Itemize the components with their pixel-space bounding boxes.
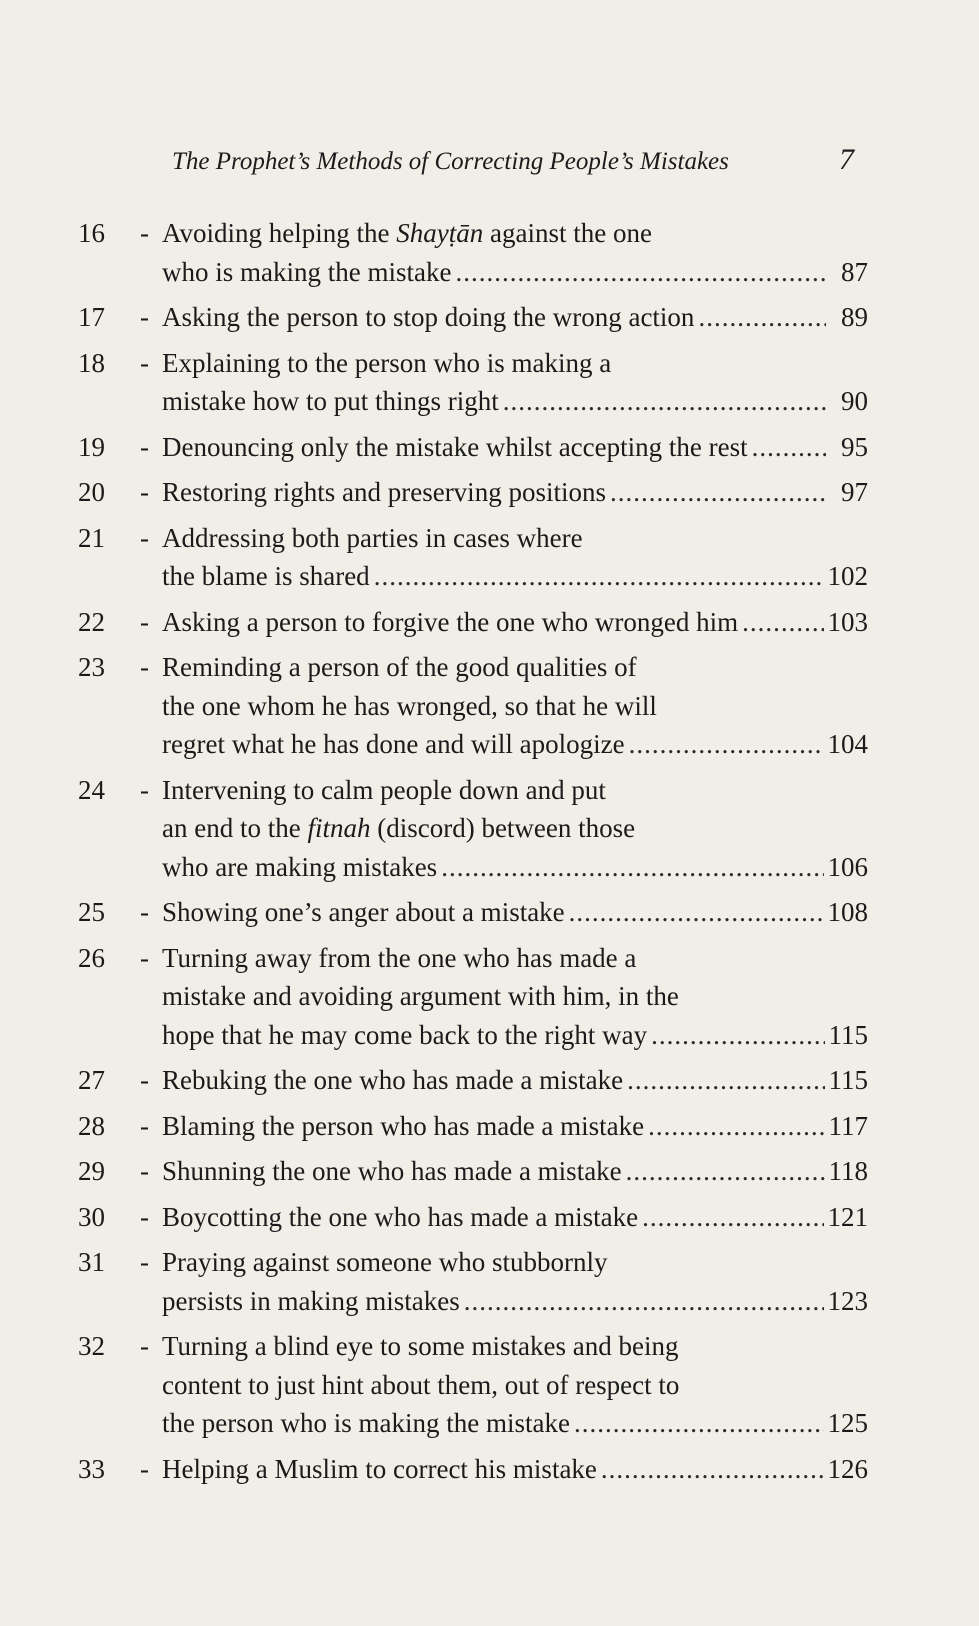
entry-separator: -: [140, 606, 149, 637]
entry-title-text: Reminding a person of the good qualities of: [162, 652, 637, 682]
entry-title-text: Explaining to the person who is making a: [162, 347, 612, 378]
entry-page-number: 104: [827, 729, 868, 759]
book-title: The Prophet’s Methods of Correcting People’s Mistakes: [172, 148, 729, 175]
entry-text-segment: an end to the: [162, 813, 308, 843]
entry-separator: -: [140, 347, 149, 378]
dot-leader: [651, 1016, 824, 1055]
entry-title-text: the person who is making the mistake: [162, 1408, 570, 1438]
entry-page-number: 118: [828, 1156, 868, 1186]
entry-title-text: who is making the mistake: [162, 256, 452, 287]
entry-title-text: Intervening to calm people down and put: [162, 774, 606, 805]
entry-page-number: 89: [841, 302, 868, 332]
entry-title-text: Turning away from the one who has made a: [162, 942, 637, 973]
entry-text-segment: (discord) between those: [370, 813, 636, 843]
entry-separator: -: [140, 942, 149, 973]
entry-title-text: Addressing both parties in cases where: [162, 522, 583, 553]
toc-entry-line: [78, 1450, 868, 1489]
dot-leader: [648, 1107, 824, 1146]
toc-entry-line: [78, 725, 868, 764]
toc-entry: [78, 939, 868, 1055]
toc-entry: [78, 893, 868, 932]
toc-entry-line: [78, 298, 868, 337]
toc-entry-line: [78, 382, 868, 421]
toc-entry-line: [78, 1061, 868, 1100]
toc-entry-line: [78, 253, 868, 292]
entry-number: 17: [78, 302, 105, 332]
entry-separator: -: [140, 1331, 149, 1361]
toc-entry-line: [78, 1107, 868, 1146]
entry-title-text: Restoring rights and preserving positions: [162, 477, 606, 507]
dot-leader: [627, 1061, 824, 1100]
toc-entry: [78, 473, 868, 512]
toc-entry-line: [78, 687, 868, 726]
toc-entry: [78, 1450, 868, 1489]
toc-entry-line: [78, 771, 868, 810]
entry-page-number: 103: [827, 606, 868, 637]
entry-separator: -: [140, 522, 149, 553]
entry-page-number: 115: [828, 1019, 868, 1050]
entry-page-number: 97: [841, 477, 868, 507]
dot-leader: [441, 848, 823, 887]
entry-number: 23: [78, 652, 105, 682]
entry-separator: -: [140, 431, 149, 462]
entry-title-text: Praying against someone who stubbornly: [162, 1247, 608, 1277]
toc-entry-line: [78, 648, 868, 687]
entry-number: 18: [78, 347, 105, 378]
toc-entry: [78, 298, 868, 337]
running-header: [172, 143, 862, 177]
entry-page-number: 95: [841, 431, 868, 462]
entry-title-text: Asking the person to stop doing the wrong action: [162, 302, 695, 332]
dot-leader: [574, 1404, 824, 1443]
entry-page-number: 90: [841, 386, 868, 416]
toc-entry-line: [78, 1282, 868, 1321]
entry-title-text: Shunning the one who has made a mistake: [162, 1156, 622, 1186]
entry-title-text: Helping a Muslim to correct his mistake: [162, 1453, 597, 1484]
page-number: 7: [839, 143, 854, 176]
entry-number: 16: [78, 218, 105, 248]
dot-leader: [374, 557, 824, 596]
toc-entry-line: [78, 1198, 868, 1237]
toc-entry-line: [78, 1327, 868, 1366]
toc-entry: [78, 1107, 868, 1146]
entry-separator: -: [140, 1065, 149, 1095]
entry-number: 20: [78, 477, 105, 507]
entry-separator: -: [140, 477, 149, 507]
table-of-contents: [78, 214, 868, 1495]
entry-separator: -: [140, 1110, 149, 1141]
toc-entry-line: [78, 428, 868, 467]
entry-title-text: the one whom he has wronged, so that he will: [162, 690, 657, 721]
entry-number: 29: [78, 1156, 105, 1186]
entry-title-text: persists in making mistakes: [162, 1285, 460, 1316]
toc-entry-line: [78, 473, 868, 512]
toc-entry: [78, 1327, 868, 1443]
entry-page-number: 117: [828, 1110, 868, 1141]
entry-title-text: mistake how to put things right: [162, 386, 499, 416]
toc-entry-line: [78, 557, 868, 596]
entry-separator: -: [140, 1201, 149, 1232]
dot-leader: [752, 428, 826, 467]
toc-entry-line: [78, 603, 868, 642]
entry-number: 26: [78, 942, 105, 973]
entry-title-text: content to just hint about them, out of respect to: [162, 1369, 680, 1400]
toc-entry-line: [78, 214, 868, 253]
entry-page-number: 121: [827, 1201, 868, 1232]
entry-number: 27: [78, 1065, 105, 1095]
entry-separator: -: [140, 652, 149, 682]
toc-entry-line: [78, 1404, 868, 1443]
toc-entry: [78, 519, 868, 596]
toc-entry-line: [78, 809, 868, 848]
dot-leader: [610, 473, 826, 512]
entry-title-text: who are making mistakes: [162, 851, 438, 882]
entry-page-number: 126: [827, 1453, 868, 1484]
entry-page-number: 123: [827, 1285, 868, 1316]
entry-number: 32: [78, 1331, 105, 1361]
entry-title-text: Showing one’s anger about a mistake: [162, 897, 565, 927]
entry-title-text: hope that he may come back to the right way: [162, 1019, 648, 1050]
entry-number: 19: [78, 431, 105, 462]
entry-separator: -: [140, 1453, 149, 1484]
entry-title-text: Blaming the person who has made a mistake: [162, 1110, 645, 1141]
entry-title-text: the blame is shared: [162, 561, 370, 591]
entry-title-text: Denouncing only the mistake whilst accepting the rest: [162, 431, 748, 462]
entry-text-segment: Avoiding helping the: [162, 218, 397, 248]
dot-leader: [455, 253, 826, 292]
dot-leader: [626, 1152, 825, 1191]
entry-separator: -: [140, 774, 149, 805]
toc-entry-line: [78, 1152, 868, 1191]
entry-number: 30: [78, 1201, 105, 1232]
entry-title-text: mistake and avoiding argument with him, in the: [162, 981, 679, 1011]
toc-entry-line: [78, 344, 868, 383]
entry-page-number: 125: [827, 1408, 868, 1438]
dot-leader: [629, 725, 824, 764]
italic-term: Shayṭān: [396, 218, 484, 248]
entry-page-number: 108: [827, 897, 868, 927]
toc-entry: [78, 603, 868, 642]
entry-separator: -: [140, 897, 149, 927]
toc-entry-line: [78, 1243, 868, 1282]
entry-title-text: Boycotting the one who has made a mistake: [162, 1201, 639, 1232]
entry-separator: -: [140, 302, 149, 332]
entry-number: 25: [78, 897, 105, 927]
entry-number: 22: [78, 606, 105, 637]
toc-entry: [78, 344, 868, 421]
entry-number: 21: [78, 522, 105, 553]
entry-title-text: regret what he has done and will apologize: [162, 729, 625, 759]
entry-number: 28: [78, 1110, 105, 1141]
dot-leader: [742, 603, 823, 642]
toc-entry-line: [78, 519, 868, 558]
entry-text-segment: against the one: [483, 218, 652, 248]
toc-entry-line: [78, 848, 868, 887]
toc-entry: [78, 1243, 868, 1320]
dot-leader: [698, 298, 826, 337]
toc-entry-line: [78, 939, 868, 978]
toc-entry: [78, 428, 868, 467]
entry-title-text: Asking a person to forgive the one who wronged him: [162, 606, 739, 637]
entry-page-number: 115: [828, 1065, 868, 1095]
entry-title-text: Rebuking the one who has made a mistake: [162, 1065, 624, 1095]
entry-separator: -: [140, 218, 149, 248]
toc-entry-line: [78, 1366, 868, 1405]
italic-term: fitnah: [307, 813, 371, 843]
entry-number: 33: [78, 1453, 105, 1484]
dot-leader: [642, 1198, 823, 1237]
toc-entry: [78, 771, 868, 887]
entry-page-number: 102: [827, 561, 868, 591]
toc-entry: [78, 1152, 868, 1191]
entry-page-number: 106: [827, 851, 868, 882]
toc-entry-line: [78, 893, 868, 932]
toc-entry: [78, 214, 868, 291]
dot-leader: [503, 382, 826, 421]
toc-entry-line: [78, 977, 868, 1016]
entry-number: 24: [78, 774, 105, 805]
entry-title-text: Turning a blind eye to some mistakes and being: [162, 1331, 679, 1361]
entry-title-text: [162, 214, 652, 253]
entry-title-text: [162, 809, 635, 848]
toc-entry: [78, 1061, 868, 1100]
dot-leader: [464, 1282, 824, 1321]
toc-entry: [78, 648, 868, 764]
entry-page-number: 87: [841, 256, 868, 287]
entry-separator: -: [140, 1247, 149, 1277]
entry-number: 31: [78, 1247, 105, 1277]
toc-entry-line: [78, 1016, 868, 1055]
toc-entry: [78, 1198, 868, 1237]
dot-leader: [601, 1450, 824, 1489]
entry-separator: -: [140, 1156, 149, 1186]
dot-leader: [569, 893, 824, 932]
